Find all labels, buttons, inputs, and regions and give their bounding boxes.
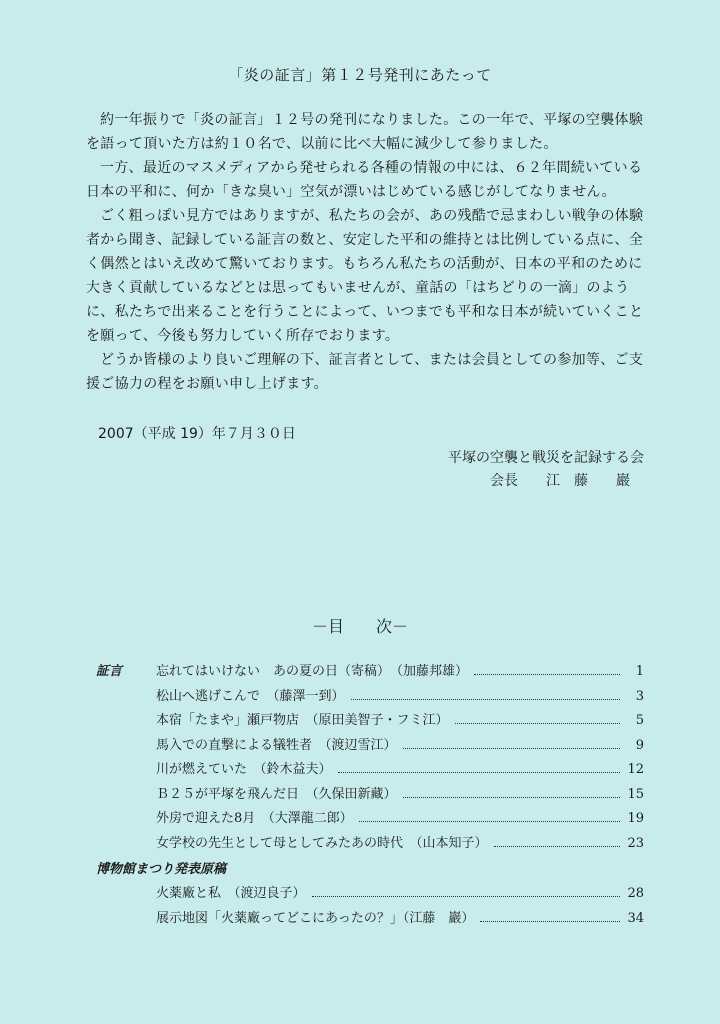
toc-row bbox=[96, 734, 644, 759]
paragraph-4: どうか皆様のより良いご理解の下、証言者として、または会員としての参加等、ご支援ご協力の程をお願い申し上げます。 bbox=[86, 352, 644, 392]
toc-leader-dots bbox=[359, 821, 620, 822]
toc-leader-dots bbox=[338, 772, 620, 773]
toc-title: －目 次－ bbox=[311, 617, 408, 636]
toc-row bbox=[96, 907, 644, 932]
intro-text bbox=[86, 108, 646, 396]
toc-category-testimony: 証言 bbox=[96, 664, 123, 679]
toc-category-museum: 博物館まつり発表原稿 bbox=[96, 862, 227, 877]
toc-page-number: 3 bbox=[635, 688, 644, 704]
toc-page-number: 28 bbox=[627, 886, 644, 901]
toc-leader-dots bbox=[480, 921, 620, 922]
toc-row bbox=[96, 758, 644, 783]
issue-date: 2007（平成 19）年７月３０日 bbox=[98, 426, 296, 442]
table-of-contents bbox=[96, 660, 644, 931]
page-title: 「炎の証言」第１２号発刊にあたって bbox=[228, 66, 492, 84]
toc-leader-dots bbox=[351, 699, 620, 700]
toc-entry-title: 松山へ逃げこんで （藤澤一到） bbox=[156, 688, 345, 704]
toc-page-number: 34 bbox=[627, 910, 644, 926]
toc-leader-dots bbox=[494, 846, 620, 847]
toc-entry-title: 外房で迎えた8月 （大澤龍二郎） bbox=[156, 811, 353, 826]
toc-entry-title: 女学校の先生として母としてみたあの時代 （山本知子） bbox=[156, 835, 488, 851]
toc-entry-title: 展示地図「火薬廠ってどこにあったの？」（江藤 巖） bbox=[156, 910, 475, 926]
toc-page-number: 1 bbox=[635, 664, 644, 679]
paragraph-2: 一方、最近のマスメディアから発せられる各種の情報の中には、６２年間続いている日本の平和に、何か「きな臭い」空気が漂いはじめている感じがしてなりません。 bbox=[86, 160, 643, 200]
toc-page-number: 5 bbox=[635, 713, 644, 728]
toc-leader-dots bbox=[403, 797, 620, 798]
toc-page-number: 9 bbox=[635, 737, 644, 753]
toc-page-number: 19 bbox=[627, 811, 644, 826]
toc-page-number: 12 bbox=[627, 762, 644, 777]
toc-page-number: 15 bbox=[627, 786, 644, 802]
paragraph-1: 約一年振りで「炎の証言」１２号の発刊になりました。この一年で、平塚の空襲体験を語って頂いた方は約１０名で、以前に比べ大幅に減少して参りました。 bbox=[86, 112, 644, 152]
toc-leader-dots bbox=[474, 674, 620, 675]
toc-leader-dots bbox=[403, 748, 620, 749]
toc-row bbox=[96, 807, 644, 832]
toc-row bbox=[96, 882, 644, 907]
chair-signature: 会長 江 藤 巖 bbox=[490, 473, 630, 489]
toc-leader-dots bbox=[312, 896, 620, 897]
toc-entry-title: 忘れてはいけない あの夏の日（寄稿） （加藤邦雄） bbox=[156, 664, 469, 679]
toc-row bbox=[96, 783, 644, 808]
toc-leader-dots bbox=[455, 723, 620, 724]
organization-name: 平塚の空襲と戦災を記録する会 bbox=[448, 450, 644, 466]
toc-entry-title: 火薬廠と私 （渡辺良子） bbox=[156, 886, 306, 901]
toc-entry-title: 馬入での直撃による犠牲者 （渡辺雪江） bbox=[156, 737, 397, 753]
toc-entry-title: Ｂ２５が平塚を飛んだ日 （久保田新藏） bbox=[156, 786, 397, 802]
toc-entry-title: 本宿「たまや」瀬戸物店 （原田美智子・フミ江） bbox=[156, 713, 449, 728]
toc-row bbox=[96, 709, 644, 734]
toc-row bbox=[96, 685, 644, 710]
toc-row bbox=[96, 832, 644, 857]
toc-row bbox=[96, 660, 644, 685]
paragraph-3: ごく粗っぽい見方ではありますが、私たちの会が、あの残酷で忌まわしい戦争の体験者から聞き、記録している証言の数と、安定した平和の維持とは比例している点に、全く偶然とはいえ改めて驚いております。もちろん私たちの活動が、日本の平和のために大きく貢献しているなどとは思ってもいませんが、童話の「はちどりの一滴」のように、私たちで出来ることを行うことによって、いつまでも平和な日本が続いていくことを願って、今後も努力していく所存でおります。 bbox=[86, 208, 644, 344]
toc-page-number: 23 bbox=[627, 835, 644, 851]
toc-entry-title: 川が燃えていた （鈴木益夫） bbox=[156, 762, 332, 777]
